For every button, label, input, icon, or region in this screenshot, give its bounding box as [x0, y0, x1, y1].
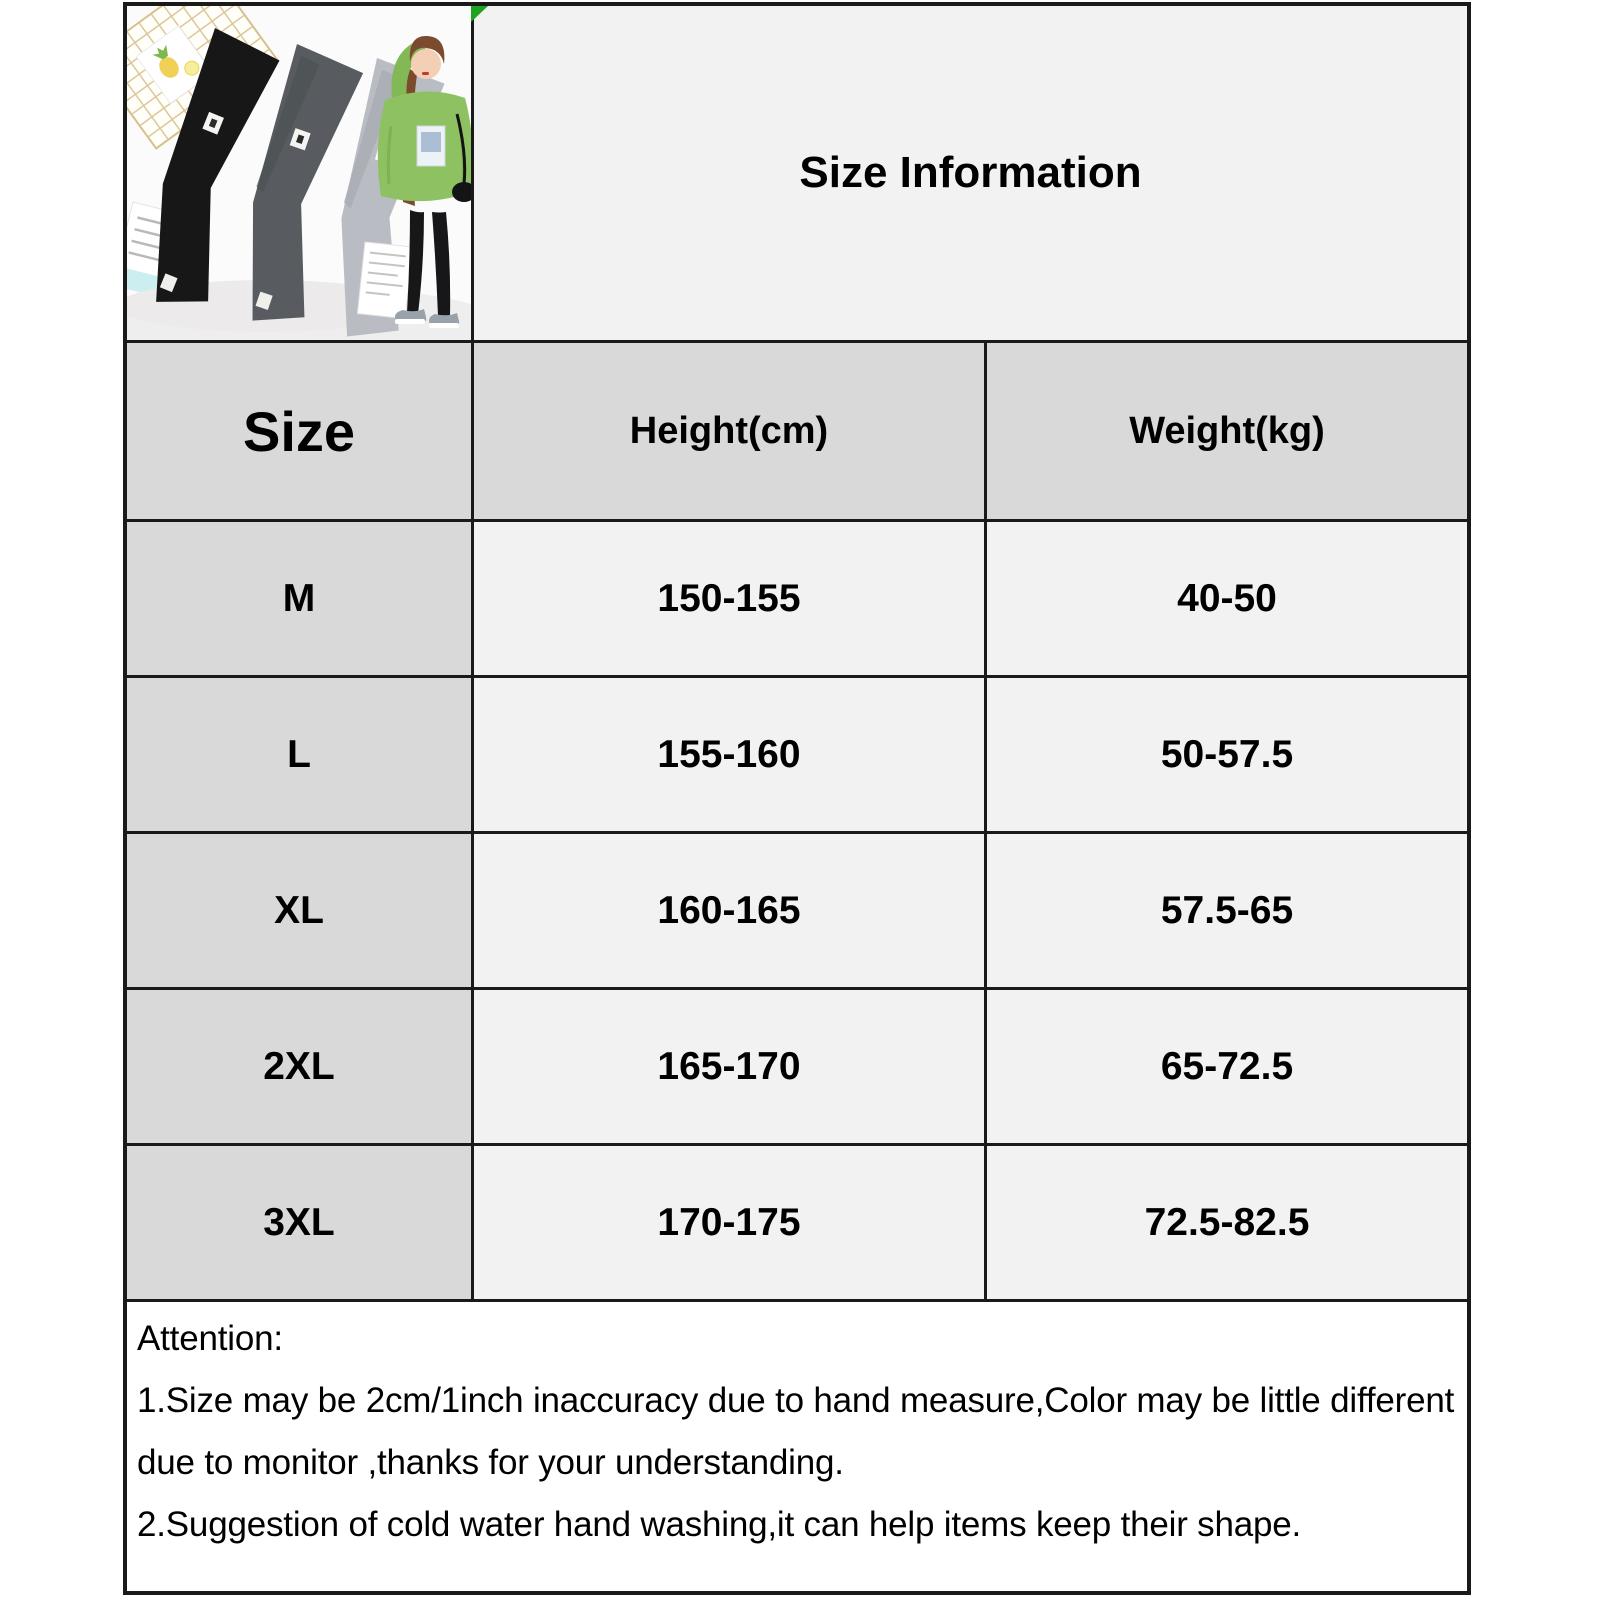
- row-size-label: M: [127, 522, 471, 675]
- title-cell: [474, 6, 1467, 340]
- attention-title: Attention:: [137, 1319, 283, 1358]
- row-weight-value: 40-50: [987, 522, 1467, 675]
- row-height-value: 165-170: [474, 990, 984, 1143]
- row-weight-value: 57.5-65: [987, 834, 1467, 987]
- row-size-label: 2XL: [127, 990, 471, 1143]
- row-height-value: 155-160: [474, 678, 984, 831]
- row-weight-value: 50-57.5: [987, 678, 1467, 831]
- page-title: Size Information: [799, 148, 1142, 197]
- row-size-label: XL: [127, 834, 471, 987]
- row-height-value: 170-175: [474, 1146, 984, 1299]
- column-header-size: Size: [127, 343, 471, 519]
- product-photo-illustration: [127, 6, 471, 340]
- paper-behind-model: [357, 242, 412, 319]
- row-size-label: L: [127, 678, 471, 831]
- attention-note: 1.Size may be 2cm/1inch inaccuracy due to hand measure,Color may be little different due to monitor ,thanks for your understanding.: [137, 1381, 1455, 1482]
- row-weight-value: 65-72.5: [987, 990, 1467, 1143]
- attention-section: [127, 1302, 1467, 1591]
- row-height-value: 150-155: [474, 522, 984, 675]
- product-photo: [127, 6, 471, 340]
- row-weight-value: 72.5-82.5: [987, 1146, 1467, 1299]
- row-height-value: 160-165: [474, 834, 984, 987]
- row-size-label: 3XL: [127, 1146, 471, 1299]
- column-header-height: Height(cm): [474, 343, 984, 519]
- attention-note: 2.Suggestion of cold water hand washing,it can help items keep their shape.: [137, 1505, 1302, 1544]
- size-information-table: [123, 2, 1471, 1595]
- column-header-weight: Weight(kg): [987, 343, 1467, 519]
- green-corner-marker-icon: [471, 6, 488, 22]
